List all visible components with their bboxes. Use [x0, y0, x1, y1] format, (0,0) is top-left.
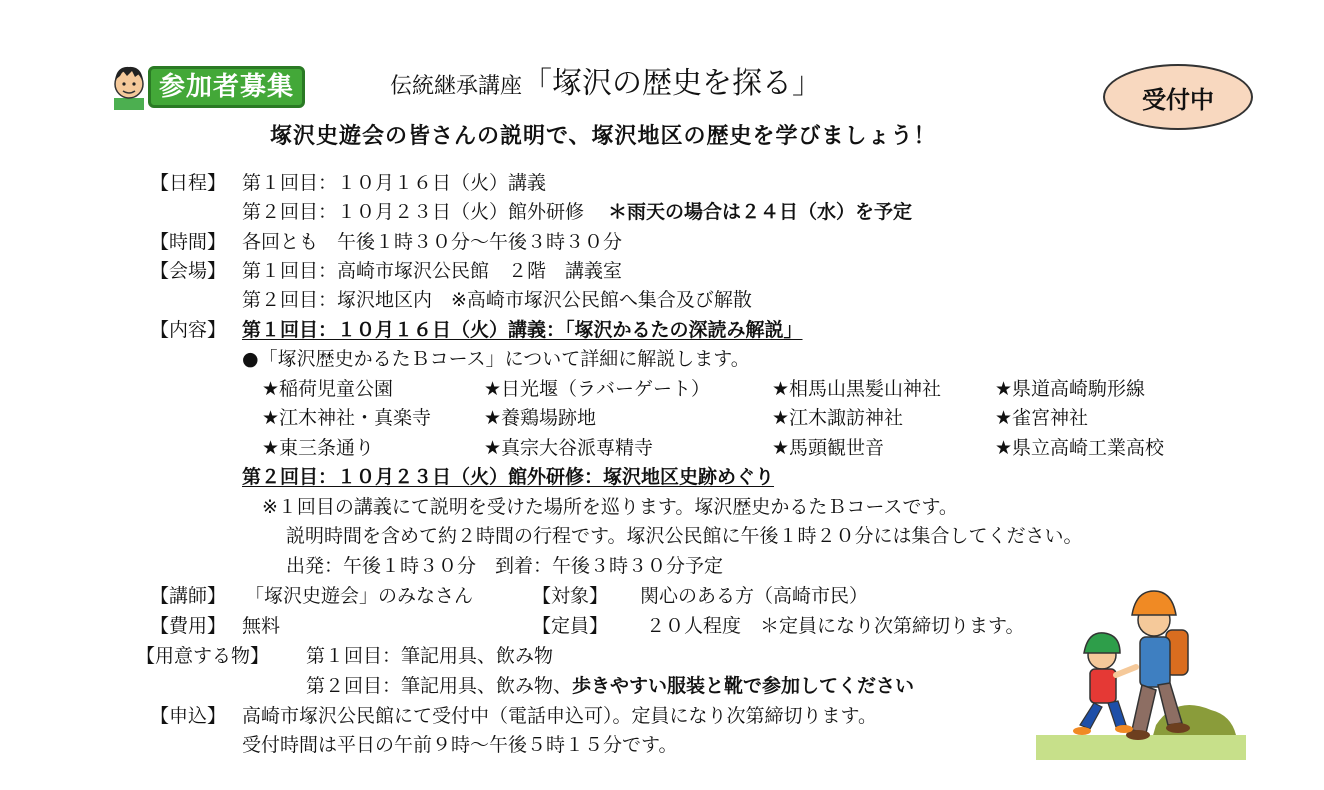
apply-label: 【申込】 — [150, 705, 227, 727]
hiking-family-illustration — [1036, 575, 1246, 760]
items-line-1: 第１回目：筆記用具、飲み物 — [306, 645, 554, 667]
page-title — [390, 66, 822, 105]
logo-text: 参加者募集 — [148, 66, 305, 108]
boy-mascot-icon — [108, 62, 150, 110]
lecturer-label: 【講師】 — [150, 585, 227, 607]
rain-note: ＊雨天の場合は２４日（水）を予定 — [608, 201, 913, 223]
target-label: 【対象】 — [532, 585, 609, 607]
page-subtitle: 塚沢史遊会の皆さんの説明で、塚沢地区の歴史を学びましょう！ — [270, 124, 937, 149]
session-2-description-3: 出発：午後１時３０分 到着：午後３時３０分予定 — [286, 555, 724, 577]
session-2-description-2: 説明時間を含めて約２時間の行程です。塚沢公民館に午後１時２０分には集合してください。 — [286, 525, 1083, 547]
content-label: 【内容】 — [150, 319, 227, 341]
schedule-label: 【日程】 — [150, 172, 227, 194]
place-item: ★稲荷児童公園 — [262, 378, 394, 400]
items-label: 【用意する物】 — [136, 645, 270, 667]
apply-line-1: 高崎市塚沢公民館にて受付中（電話申込可）。定員になり次第締切ります。 — [242, 705, 877, 727]
clothing-note: 歩きやすい服装と靴で参加してください — [572, 675, 915, 697]
schedule-line-1: 第１回目：１０月１６日（火）講義 — [242, 172, 547, 194]
place-item: ★相馬山黒髪山神社 — [772, 378, 942, 400]
capacity-label: 【定員】 — [532, 615, 609, 637]
place-item: ★養鶏場跡地 — [484, 407, 597, 429]
capacity-value: ２０人程度 ＊定員になり次第締切ります。 — [646, 615, 1025, 637]
session-1-title: 第１回目：１０月１６日（火）講義：「塚沢かるたの深読み解説」 — [242, 319, 803, 341]
session-2-description-1: ※１回目の講義にて説明を受けた場所を巡ります。塚沢歴史かるたＢコースです。 — [262, 496, 958, 518]
fee-label: 【費用】 — [150, 615, 227, 637]
session-2-title: 第２回目：１０月２３日（火）館外研修：塚沢地区史跡めぐり — [242, 466, 775, 488]
session-1-description: ●「塚沢歴史かるたＢコース」について詳細に解説します。 — [242, 348, 750, 370]
venue-line-2: 第２回目：塚沢地区内 ※高崎市塚沢公民館へ集合及び解散 — [242, 289, 752, 311]
place-item: ★江木諏訪神社 — [772, 407, 904, 429]
fee-value: 無料 — [242, 615, 281, 637]
title-lead: 伝統継承講座 — [390, 74, 523, 99]
place-item: ★馬頭観世音 — [772, 437, 885, 459]
schedule-line-2 — [242, 200, 912, 224]
recruitment-logo — [108, 62, 318, 110]
status-badge: 受付中 — [1103, 64, 1253, 130]
place-item: ★真宗大谷派専精寺 — [484, 437, 654, 459]
place-item: ★日光堰（ラバーゲート） — [484, 378, 711, 400]
title-main: 「塚沢の歴史を探る」 — [522, 66, 823, 101]
apply-line-2: 受付時間は平日の午前９時～午後５時１５分です。 — [242, 734, 678, 756]
items-line-2 — [306, 674, 914, 698]
venue-label: 【会場】 — [150, 260, 227, 282]
venue-line-1: 第１回目：高崎市塚沢公民館 ２階 講義室 — [242, 260, 623, 282]
target-value: 関心のある方（高崎市民） — [640, 585, 869, 607]
time-label: 【時間】 — [150, 231, 227, 253]
items-session-2: 第２回目：筆記用具、飲み物、 — [306, 675, 573, 697]
place-item: ★雀宮神社 — [995, 407, 1089, 429]
place-item: ★東三条通り — [262, 437, 375, 459]
schedule-session-2: 第２回目：１０月２３日（火）館外研修 — [242, 201, 585, 223]
lecturer-value: 「塚沢史遊会」のみなさん — [245, 585, 474, 607]
place-item: ★県立高崎工業高校 — [995, 437, 1165, 459]
place-item: ★県道高崎駒形線 — [995, 378, 1146, 400]
place-item: ★江木神社・真楽寺 — [262, 407, 432, 429]
time-value: 各回とも 午後１時３０分～午後３時３０分 — [242, 231, 623, 253]
